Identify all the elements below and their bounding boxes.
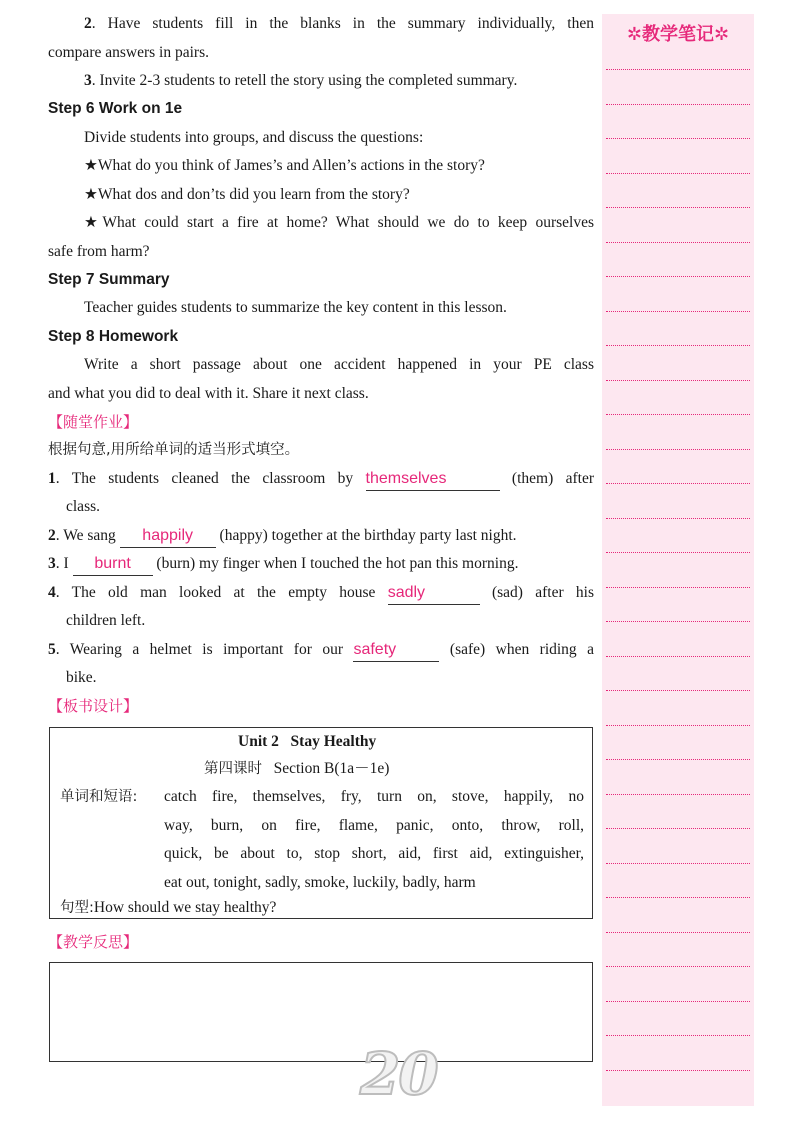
notes-ruling-line: [606, 276, 750, 277]
reflection-header: 【教学反思】: [48, 933, 139, 951]
board-sentence: 句型:How should we stay healthy?: [60, 899, 277, 916]
step8-text-cont: and what you did to deal with it. Share it next class.: [48, 385, 369, 402]
notes-ruling-line: [606, 656, 750, 657]
notes-ruling-line: [606, 794, 750, 795]
answer-blank-5[interactable]: safety: [353, 639, 439, 662]
step6-question-3: ★What could start a fire at home? What should we do to keep ourselves: [84, 214, 594, 231]
board-vocab-line-2: way, burn, on fire, flame, panic, onto, throw, roll,: [164, 817, 584, 834]
answer-blank-1[interactable]: themselves: [366, 468, 500, 491]
notes-ruling-line: [606, 104, 750, 105]
exercise-4-cont: children left.: [66, 612, 146, 629]
notes-ruling-line: [606, 414, 750, 415]
notes-ruling-line: [606, 690, 750, 691]
notes-ruling-line: [606, 897, 750, 898]
intro-line-2: 3. Invite 2-3 students to retell the story using the completed summary.: [84, 72, 518, 89]
intro-line-1-cont: compare answers in pairs.: [48, 44, 209, 61]
board-header: 【板书设计】: [48, 697, 139, 715]
board-vocab-label: 单词和短语:: [60, 789, 138, 805]
notes-ruling-line: [606, 207, 750, 208]
notes-ruling-line: [606, 380, 750, 381]
exercise-1: 1. The students cleaned the classroom by themselves (them) after: [48, 465, 594, 493]
notes-ruling-line: [606, 138, 750, 139]
notes-ruling-line: [606, 828, 750, 829]
exercise-5: 5. Wearing a helmet is important for our safety (safe) when riding a: [48, 636, 594, 664]
exercise-5-cont: bike.: [66, 669, 97, 686]
notes-ruling-line: [606, 759, 750, 760]
board-design-box: [49, 727, 593, 919]
answer-blank-2[interactable]: happily: [120, 525, 216, 548]
notes-ruling-line: [606, 311, 750, 312]
exercise-3: 3. I burnt (burn) my finger when I touched the hot pan this morning.: [48, 550, 594, 578]
notes-ruling-line: [606, 518, 750, 519]
notes-ruling-line: [606, 173, 750, 174]
notes-title: ✲教学笔记✲: [626, 24, 730, 45]
step6-question-3-cont: safe from harm?: [48, 243, 150, 260]
step7-heading: Step 7 Summary: [48, 271, 170, 288]
notes-ruling-line: [606, 483, 750, 484]
notes-ruling-line: [606, 1001, 750, 1002]
teaching-notes-panel: [602, 14, 754, 1106]
notes-ruling-line: [606, 966, 750, 967]
homework-header: 【随堂作业】: [48, 413, 139, 431]
step7-text: Teacher guides students to summarize the key content in this lesson.: [84, 299, 507, 316]
exercise-2: 2. We sang happily (happy) together at the birthday party last night.: [48, 522, 594, 550]
notes-ruling-line: [606, 621, 750, 622]
board-lesson: 第四课时 Section B(1a－1e): [204, 760, 390, 777]
notes-ruling-line: [606, 932, 750, 933]
notes-ruling-line: [606, 587, 750, 588]
notes-ruling-line: [606, 725, 750, 726]
homework-instruction: 根据句意,用所给单词的适当形式填空。: [48, 442, 300, 458]
answer-blank-3[interactable]: burnt: [73, 553, 153, 576]
step6-question-1: ★What do you think of James’s and Allen’s actions in the story?: [84, 157, 485, 174]
page-number: 20: [360, 1040, 437, 1108]
notes-ruling-line: [606, 1070, 750, 1071]
board-vocab-line-1: catch fire, themselves, fry, turn on, stove, happily, no: [164, 788, 584, 805]
step8-heading: Step 8 Homework: [48, 328, 179, 345]
notes-ruling-line: [606, 242, 750, 243]
notes-ruling-line: [606, 552, 750, 553]
exercise-4: 4. The old man looked at the empty house sadly (sad) after his: [48, 579, 594, 607]
answer-blank-4[interactable]: sadly: [388, 582, 480, 605]
notes-ruling-line: [606, 863, 750, 864]
step6-intro: Divide students into groups, and discuss the questions:: [84, 129, 424, 146]
notes-ruling-line: [606, 449, 750, 450]
step8-text: Write a short passage about one accident happened in your PE class: [84, 356, 594, 373]
exercise-1-cont: class.: [66, 498, 101, 515]
step6-heading: Step 6 Work on 1e: [48, 100, 183, 117]
intro-line-1: 2. Have students fill in the blanks in the summary individually, then: [84, 15, 594, 32]
reflection-box[interactable]: [49, 962, 593, 1062]
board-vocab-line-4: eat out, tonight, sadly, smoke, luckily, badly, harm: [164, 874, 476, 891]
notes-ruling-line: [606, 345, 750, 346]
board-vocab-line-3: quick, be about to, stop short, aid, first aid, extinguisher,: [164, 845, 584, 862]
notes-ruling-line: [606, 1035, 750, 1036]
board-unit-title: Unit 2 Stay Healthy: [238, 733, 377, 750]
step6-question-2: ★What dos and don’ts did you learn from the story?: [84, 186, 410, 203]
notes-ruling-line: [606, 69, 750, 70]
